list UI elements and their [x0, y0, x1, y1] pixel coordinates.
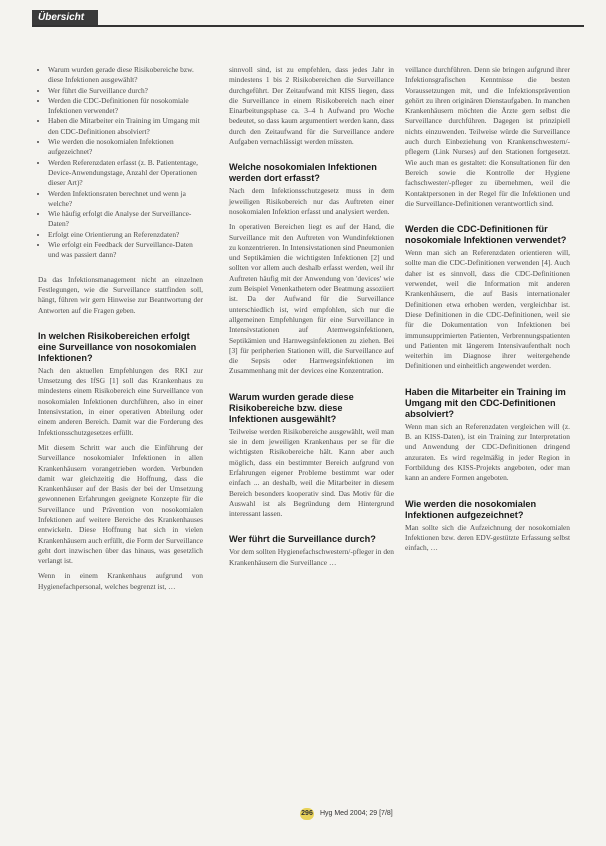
heading-recording: Wie werden die nosokomialen Infektionen aufgezeichnet?	[405, 498, 537, 520]
page-footer	[300, 808, 393, 820]
list-item: • Warum wurden gerade diese Risikobereiche bzw. diese Infektionen ausgewählt?	[48, 65, 203, 86]
column-3	[405, 65, 570, 558]
list-item: • Werden Referenzdaten erfasst (z. B. Patiententage, Device-Anwendungstage, Anzahl der Operationen dieser Art)?	[48, 158, 203, 189]
list-item: • Werden die CDC-Definitionen für nosokomiale Infektionen verwendet?	[48, 96, 203, 117]
body-paragraph: Mit diesem Schritt war auch die Einführung der Surveillance nosokomialer Infektionen in allen Krankenhäusern vorangetrieben worden. Verbunden damit war gleichzeitig die Hoffnung, dass die Krankenhäuser auf der Basis der bei der Umsetzung gewonnenen Erfahrungen geeignete Konzepte für die Surveillance und Prävention von nosokomialen Infektionen auf weitere Bereiche des Krankenhauses entwickeln. Diese Hoffnung hat sich in vielen Krankenhäusern auch erfüllt, die Form der Surveillance geht dort inzwischen über das hinaus, was gesetzlich verlangt ist.	[38, 442, 203, 566]
body-paragraph: Wenn in einem Krankenhaus aufgrund von Hygienefachpersonal, welches begrenzt ist, …	[38, 571, 203, 591]
body-paragraph: veillance durchführen. Denn sie bringen aufgrund ihrer Infektionsgrafischen Kenntnisse die besten Voraussetzungen mit, und die Infektionsprävention gehört zu ihren originären Dienstaufgaben. In manchen Krankenhäusern möchten die Ärzte gern selbst die Surveillance durchführen. Dagegen ist prinzipiell nichts einzuwenden. Teilweise würde die Surveillance auch durch Einbeziehung von Krankenschwestern/-pflegern (Link Nurses) auf den Stationen fortgesetzt. Wie auch man es gestaltet: die Konsultationen für den Bereich sowie die Kontrolle der Hygiene fachschwester/-pfleger zu übernehmen, weil die Kontaktpersonen in der Regel für die Infektionen und die Surveillance-Definitionen verantwortlich sind.	[405, 65, 570, 208]
list-item: • Wie erfolgt ein Feedback der Surveillance-Daten und was passiert dann?	[48, 240, 203, 261]
heading-risk-areas: In welchen Risikobereichen erfolgt eine Surveillance von nosokomialen Infektionen?	[38, 330, 197, 363]
list-item: • Wer führt die Surveillance durch?	[48, 86, 203, 96]
list-item: • Werden Infektionsraten berechnet und wenn ja welche?	[48, 189, 203, 210]
heading-infections-recorded: Welche nosokomialen Infektionen werden dort erfasst?	[229, 162, 377, 184]
heading-why-selected: Warum wurden gerade diese Risikobereiche bzw. diese Infektionen ausgewählt?	[229, 391, 354, 424]
body-paragraph: Man sollte sich die Aufzeichnung der nosokomialen Infektionen bzw. deren EDV-gestützte Erfassung selbst einfach, …	[405, 522, 570, 553]
heading-training: Haben die Mitarbeiter ein Training im Umgang mit den CDC-Definitionen absolviert?	[405, 386, 566, 419]
list-item: • Erfolgt eine Orientierung an Referenzdaten?	[48, 230, 203, 240]
question-list	[38, 65, 203, 261]
body-paragraph: Teilweise werden Risikobereiche ausgewählt, weil man sie in dem jeweiligen Krankenhaus per se für die wichtigsten Risikobereiche hält. Kann aber auch möglich, dass ein bestimmter Bereich aufgrund von Erfahrungen eigener Probleme bestimmt war oder einfach ... an deshalb, weil die Mitarbeiter in diesem Bereich besonders kooperativ sind. Das Motiv für die Auswahl ist als Begründung dem Hintergrund interessant lassen.	[229, 426, 394, 519]
body-paragraph: Vor dem sollten Hygienefachschwestern/-pfleger in den Krankenhäusern die Surveillance …	[229, 547, 394, 567]
header-rule	[32, 25, 584, 27]
body-paragraph: Nach dem Infektionsschutzgesetz muss in dem jeweiligen Risikobereich nur das Auftreten einer nosokomialen Infektion erfasst und analysiert werden.	[229, 186, 394, 216]
heading-who-performs: Wer führt die Surveillance durch?	[229, 534, 376, 545]
list-item: • Haben die Mitarbeiter ein Training im Umgang mit den CDC-Definitionen absolviert?	[48, 116, 203, 137]
page-number: 296	[300, 808, 314, 820]
body-paragraph: In operativen Bereichen liegt es auf der Hand, die Surveillance mit den Auftreten von Wundinfektionen zu konzentrieren. In Intensivstationen sind Pneumonien und Septikämien die wichtigsten Infektionen [2] und sollten vor allem auch deshalb erfasst werden, weil ihr Auftreten häufig mit der Anwendung von 'devices' wie zum Beispiel Venenkathetern oder Beatmung assoziiert ist. Da der Aufwand für die Surveillance unterschiedlich ist, wird empfohlen, sich nur die allgemeinen Empfehlungen für eine Surveillance in Intensivstationen auf Atemwegsinfektionen, Septikämien und Harnwegsinfektionen zu ziehen. Bei [3] für peripherien Stationen will, die Surveillance auf die Sepsis oder Harnwegsinfektionen im Zusammenhang mit der devices eine Konzentration.	[229, 222, 394, 376]
journal-citation: Hyg Med 2004; 29 [7/8]	[319, 810, 393, 817]
body-paragraph: Nach den aktuellen Empfehlungen des RKI zur Umsetzung des IfSG [1] soll das Krankenhaus zu mindestens einem Risikobereich eine Surveillance von nosokomialen Infektionen durchführen, also in einer Intensivstation, in einer operativen Abteilung oder einem anderen Bereich. Damit war die Forderung des Infektionsschutzgesetzes erfüllt.	[38, 365, 203, 437]
intro-paragraph: Da das Infektionsmanagement nicht an einzelnen Festlegungen, wie die Surveillance stattfinden soll, hängt, führen wir gern Hinweise zur Beantwortung der Antworten auf die Fragen geben.	[38, 274, 203, 315]
body-paragraph: sinnvoll sind, ist zu empfehlen, dass jedes Jahr in mindestens 1 bis 2 Risikobereichen die Surveillance durchgeführt. Der Zeitaufwand mit KISS liegen, dass die Surveillance in einem Risikobereich nach einer Einarbeitungsphase ca. 3–4 h Aufwand pro Woche bedeutet, so dass kaum argumentiert werden kann, dass durch den Zeitaufwand für die Surveillance andere Aufgaben vernachlässigt werden müssten.	[229, 65, 394, 147]
list-item: • Wie häufig erfolgt die Analyse der Surveillance-Daten?	[48, 209, 203, 230]
list-item: • Wie werden die nosokomialen Infektionen aufgezeichnet?	[48, 137, 203, 158]
column-1	[38, 65, 203, 597]
body-paragraph: Wenn man sich an Referenzdaten orientieren will, sollte man die CDC-Definitionen verwenden [4]. Auch daher ist es sinnvoll, dass die CDC-Definitionen verwendet, weil die Information mit anderen Krankenhäusern, die auf Basis internationaler Definitionen etwa erhoben werden, vergleichbar ist. Diese Definitionen in die CDC-Definitionen, weil sie für die Dokumentation von Infektionen bei immunsupprimierten Patienten, Verbrennungspatienten und Patienten mit längerem Intensivaufenthalt noch weiterhin im Diagnose ihrer weitergehende Definitionen und einheitlich angewendet werden.	[405, 248, 570, 371]
column-2	[229, 65, 394, 573]
section-tab: Übersicht	[32, 10, 98, 25]
body-paragraph: Wenn man sich an Referenzdaten vergleichen will (z. B. an KISS-Daten), ist ein Training zur Interpretation und Anwendung der CDC-Definitionen dringend anzuraten. Es wird regelmäßig in jeder Region in Fortbildung des KISS-Projekts angeboten, oder man kann an andere Formen angeboten.	[405, 421, 570, 483]
heading-cdc-definitions: Werden die CDC-Definitionen für nosokomiale Infektionen verwendet?	[405, 224, 567, 246]
